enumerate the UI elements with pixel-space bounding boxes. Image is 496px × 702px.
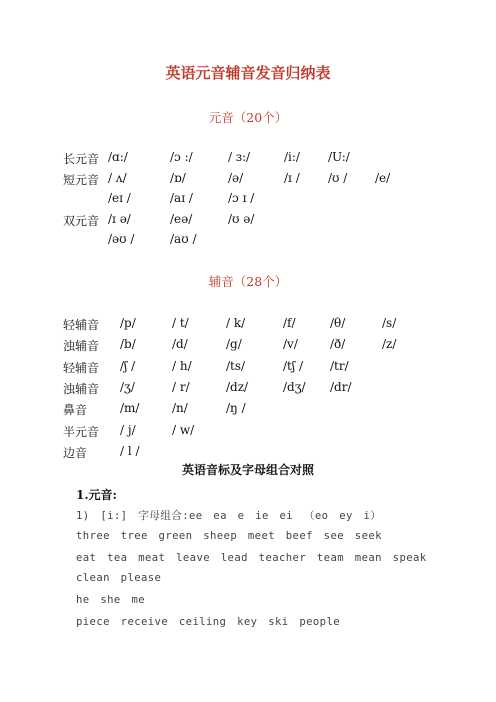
- row-label: 边音: [63, 445, 88, 460]
- phoneme-symbol: /dr/: [330, 379, 352, 394]
- phoneme-symbol: /dʒ/: [283, 379, 306, 394]
- vowels-heading: 元音（20个）: [208, 110, 288, 125]
- phoneme-symbol: / l /: [120, 443, 140, 458]
- row-label: 鼻音: [63, 403, 88, 418]
- phoneme-symbol: /n/: [172, 401, 188, 416]
- phoneme-symbol: /ʊ /: [328, 170, 348, 185]
- phoneme-symbol: /tr/: [330, 358, 349, 373]
- phoneme-symbol: / t/: [172, 316, 189, 330]
- phoneme-symbol: /m/: [120, 401, 140, 416]
- phoneme-row: [0, 380, 496, 398]
- phoneme-symbol: /aɪ /: [170, 191, 193, 205]
- phoneme-symbol: /ʒ/: [120, 379, 135, 394]
- phoneme-row: [0, 150, 496, 168]
- comparison-heading: 英语音标及字母组合对照: [181, 463, 314, 477]
- phoneme-symbol: /ts/: [226, 358, 246, 373]
- phoneme-symbol: / h/: [172, 358, 192, 373]
- vowel-subheading: 1.元音:: [76, 488, 117, 502]
- phoneme-symbol: /g/: [226, 337, 242, 352]
- phoneme-row: [0, 359, 496, 377]
- phoneme-symbol: /ð/: [330, 337, 346, 352]
- page-title: 英语元音辅音发音归纳表: [165, 64, 331, 82]
- phoneme-symbol: /i:/: [284, 150, 300, 164]
- phoneme-symbol: /ɪ ə/: [108, 211, 131, 226]
- row-label: 双元音: [63, 213, 100, 228]
- phoneme-symbol: /eɪ /: [108, 191, 131, 205]
- comparison-line: 1) [i:] 字母组合:ee ea e ie ei （eo ey i）: [76, 510, 382, 522]
- phoneme-symbol: /ɪ /: [284, 170, 300, 185]
- phoneme-symbol: /eə/: [170, 211, 193, 226]
- phoneme-symbol: / k/: [226, 316, 246, 330]
- phoneme-symbol: / r/: [172, 379, 190, 394]
- phoneme-row: [0, 423, 496, 441]
- comparison-line: he she me: [76, 594, 146, 606]
- phoneme-symbol: /əʊ /: [108, 232, 135, 246]
- consonants-heading: 辅音（28个）: [208, 274, 288, 289]
- phoneme-row: [0, 337, 496, 355]
- phoneme-symbol: / ɜ:/: [228, 150, 251, 164]
- phoneme-symbol: /f/: [283, 316, 296, 330]
- phoneme-symbol: / w/: [172, 422, 195, 437]
- row-label: 长元音: [63, 152, 100, 166]
- phoneme-symbol: /e/: [375, 170, 391, 185]
- phoneme-symbol: /ɒ/: [170, 170, 186, 185]
- comparison-line: clean please: [76, 572, 162, 584]
- phoneme-symbol: /ɑ:/: [108, 150, 128, 164]
- phoneme-symbol: /aʊ /: [170, 232, 197, 246]
- row-label: 短元音: [63, 172, 100, 187]
- phoneme-symbol: /d/: [172, 337, 188, 352]
- row-label: 半元音: [63, 424, 100, 439]
- comparison-line: piece receive ceiling key ski people: [76, 616, 341, 628]
- phoneme-symbol: /ɔ ɪ /: [228, 191, 255, 205]
- row-label: 浊辅音: [63, 339, 100, 354]
- comparison-line: three tree green sheep meet beef see seek: [76, 530, 382, 542]
- phoneme-row: [0, 401, 496, 419]
- phoneme-symbol: /v/: [283, 337, 298, 352]
- phoneme-symbol: /z/: [382, 337, 397, 352]
- phoneme-symbol: /U:/: [328, 150, 350, 164]
- phoneme-symbol: / ʌ/: [108, 170, 127, 185]
- phoneme-row: [0, 212, 496, 230]
- row-label: 浊辅音: [63, 381, 100, 396]
- phoneme-row: [0, 171, 496, 189]
- phoneme-row: [0, 191, 496, 209]
- row-label: 轻辅音: [63, 360, 100, 375]
- comparison-line: eat tea meat leave lead teacher team mean speak: [76, 552, 427, 564]
- phoneme-symbol: /ŋ /: [226, 401, 246, 416]
- phoneme-symbol: /p/: [120, 316, 136, 330]
- phoneme-symbol: /ʊ ə/: [228, 211, 255, 226]
- phoneme-row: [0, 316, 496, 334]
- phoneme-row: [0, 232, 496, 250]
- phoneme-row: [0, 444, 496, 462]
- phoneme-symbol: /ʃ /: [120, 358, 136, 373]
- phoneme-symbol: / j/: [120, 422, 136, 437]
- phoneme-symbol: /dz/: [226, 379, 249, 394]
- phoneme-symbol: /ɔ :/: [170, 150, 193, 164]
- phoneme-symbol: /ə/: [228, 170, 244, 185]
- phoneme-symbol: /b/: [120, 337, 136, 352]
- row-label: 轻辅音: [63, 318, 100, 332]
- phoneme-symbol: /s/: [382, 316, 397, 330]
- phoneme-symbol: /tʃ /: [283, 358, 303, 373]
- phoneme-symbol: /θ/: [330, 316, 346, 330]
